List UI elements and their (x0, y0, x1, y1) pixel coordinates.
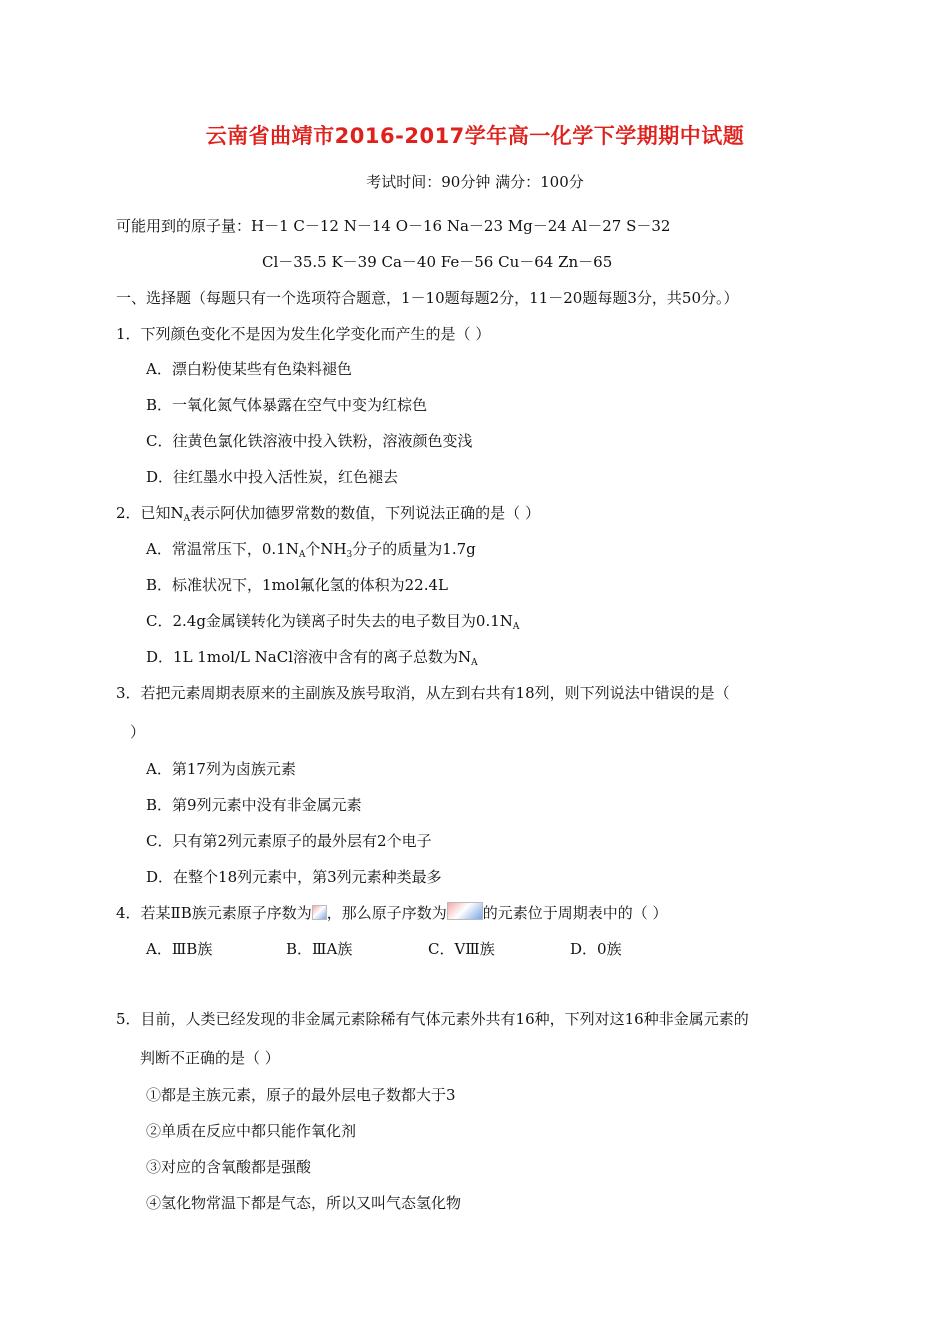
question-5-item-2: ②单质在反应中都只能作氧化剂 (146, 1122, 357, 1140)
question-2-option-c (146, 611, 519, 634)
stem-text: 2．已知N (116, 504, 184, 522)
question-3-stem-line-1: 3．若把元素周期表原来的主副族及族号取消，从左到右共有18列，则下列说法中错误的是（ (116, 684, 730, 702)
option-text: C．2.4g金属镁转化为镁离子时失去的电子数目为0.1N (146, 612, 513, 630)
subscript: A (298, 550, 306, 560)
question-3-option-a: A．第17列为卤族元素 (146, 760, 296, 778)
question-3-option-d: D．在整个18列元素中，第3列元素种类最多 (146, 868, 442, 886)
subscript: A (512, 622, 520, 632)
question-4-option-b: B．ⅢA族 (286, 940, 353, 958)
exam-info: 考试时间：90分钟 满分：100分 (366, 173, 584, 191)
question-5-stem-line-1: 5．目前，人类已经发现的非金属元素除稀有气体元素外共有16种，下列对这16种非金属元素的 (116, 1010, 749, 1028)
question-3-option-b: B．第9列元素中没有非金属元素 (146, 796, 362, 814)
question-1-option-c: C．往黄色氯化铁溶液中投入铁粉，溶液颜色变浅 (146, 432, 473, 450)
question-4-option-d: D．0族 (570, 940, 622, 958)
option-text: 分子的质量为1.7g (352, 540, 476, 558)
question-2-option-b: B．标准状况下，1mol氟化氢的体积为22.4L (146, 576, 448, 594)
exam-title: 云南省曲靖市2016-2017学年高一化学下学期期中试题 (205, 124, 745, 148)
question-5-stem-line-2: 判断不正确的是（ ） (140, 1049, 280, 1067)
question-2-stem (116, 503, 540, 526)
atomic-masses-line-1: 可能用到的原子量：H－1 C－12 N－14 O－16 Na－23 Mg－24 Al－27 S－32 (116, 217, 671, 235)
atomic-masses-line-2: Cl－35.5 K－39 Ca－40 Fe－56 Cu－64 Zn－65 (262, 253, 613, 271)
subscript: A (183, 514, 191, 524)
question-1-option-d: D．往红墨水中投入活性炭，红色褪去 (146, 468, 399, 486)
formula-image-placeholder (447, 902, 483, 920)
question-4-stem (116, 902, 668, 923)
section-heading: 一、选择题（每题只有一个选项符合题意，1－10题每题2分，11－20题每题3分，共50分。） (116, 289, 739, 307)
stem-text: 的元素位于周期表中的（ ） (482, 904, 668, 922)
question-5-item-4: ④氢化物常温下都是气态，所以又叫气态氢化物 (146, 1194, 462, 1212)
option-text: A．常温常压下，0.1N (146, 540, 299, 558)
subscript: 3 (346, 550, 353, 560)
question-2-option-d (146, 647, 478, 670)
question-3-stem-line-2: ） (130, 723, 146, 741)
option-text: 个NH (305, 540, 347, 558)
question-3-option-c: C．只有第2列元素原子的最外层有2个电子 (146, 832, 432, 850)
stem-text: ，那么原子序数为 (326, 904, 447, 922)
question-1-option-b: B．一氧化氮气体暴露在空气中变为红棕色 (146, 396, 428, 414)
question-2-option-a (146, 539, 476, 562)
formula-image-placeholder (312, 905, 327, 920)
subscript: A (471, 658, 478, 668)
question-4-option-c: C．ⅤⅢ族 (428, 940, 495, 958)
stem-text: 4．若某ⅡB族元素原子序数为 (116, 904, 312, 922)
question-5-item-3: ③对应的含氧酸都是强酸 (146, 1158, 312, 1176)
question-1-stem: 1．下列颜色变化不是因为发生化学变化而产生的是（ ） (116, 325, 491, 343)
question-4-option-a: A．ⅢB族 (146, 940, 213, 958)
question-1-option-a: A．漂白粉使某些有色染料褪色 (146, 360, 352, 378)
question-5-item-1: ①都是主族元素，原子的最外层电子数都大于3 (146, 1086, 456, 1104)
option-text: D．1L 1mol/L NaCl溶液中含有的离子总数为N (146, 648, 472, 666)
stem-text: 表示阿伏加德罗常数的数值，下列说法正确的是（ ） (190, 504, 540, 522)
